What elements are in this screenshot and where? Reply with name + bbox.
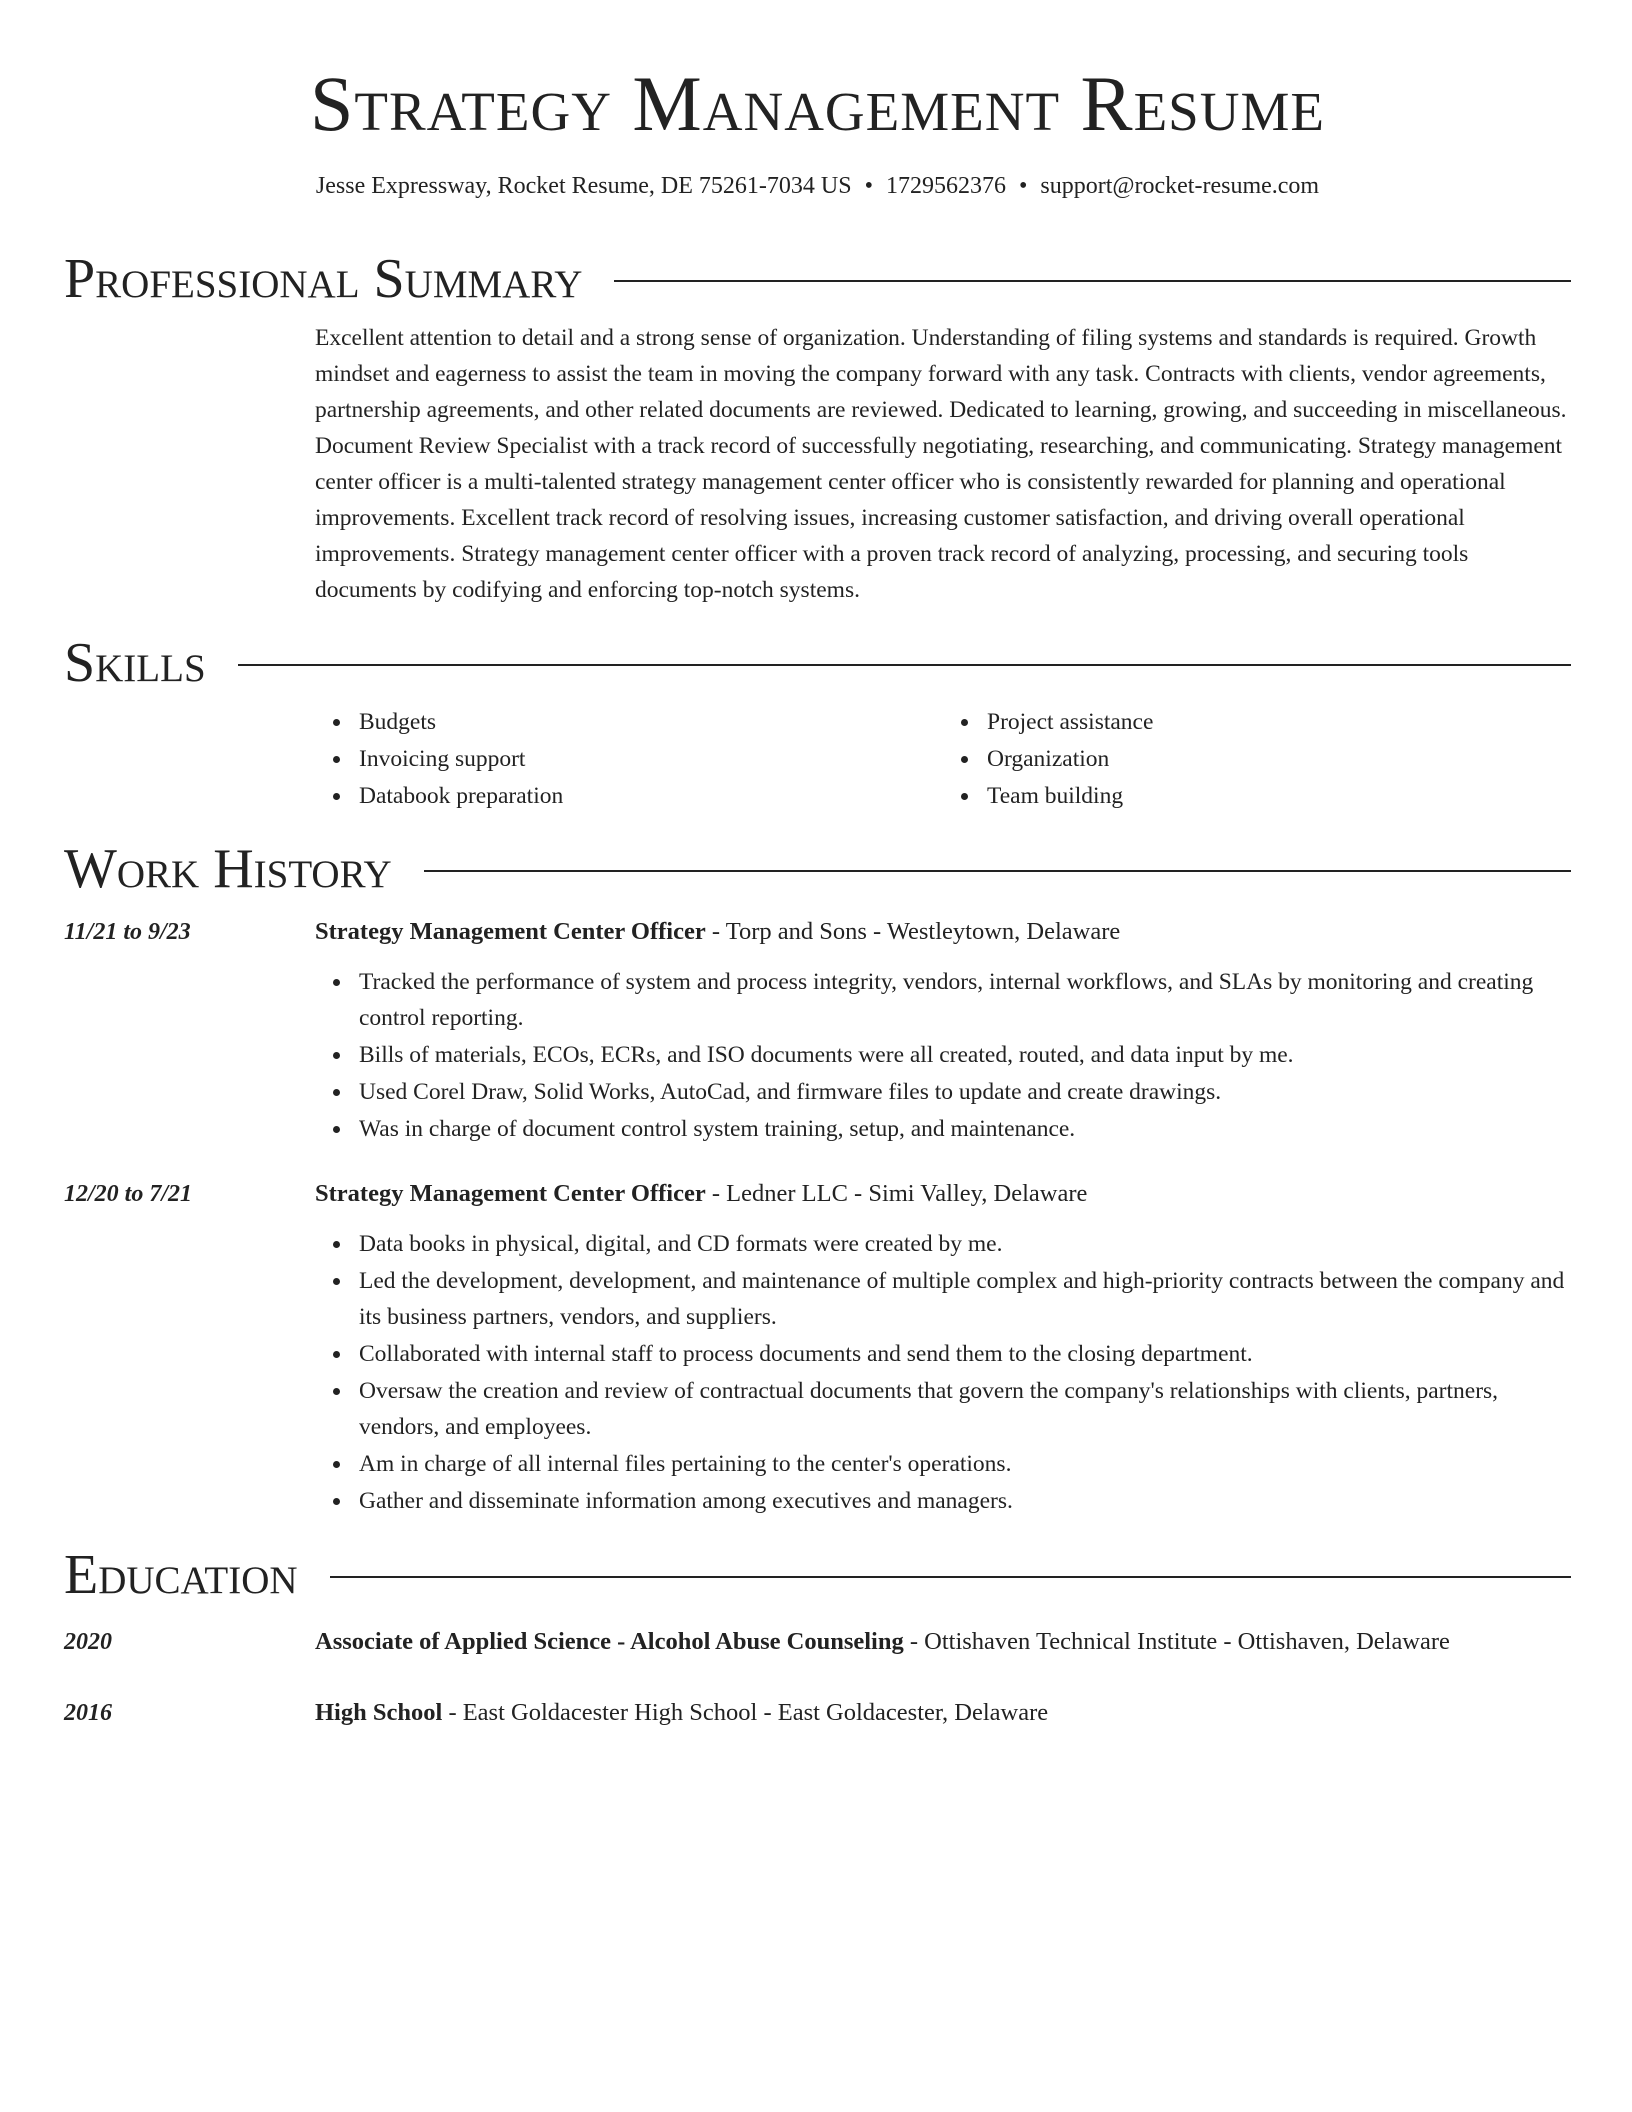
job-entry [64,1174,1571,1520]
skill-item: Organization [987,741,1571,777]
skill-item: Team building [987,778,1571,814]
skill-item: Databook preparation [359,778,943,814]
section-divider [330,1576,1571,1578]
education-main [315,1622,1571,1662]
job-details: - Torp and Sons - Westleytown, Delaware [705,918,1121,945]
job-dates: 12/20 to 7/21 [64,1181,193,1207]
skills-body [315,704,1571,815]
job-bullet: Tracked the performance of system and process integrity, vendors, internal workflows, and SLAs by monitoring and creating control reporting. [359,964,1571,1036]
job-bullet: Bills of materials, ECOs, ECRs, and ISO documents were all created, routed, and data input by me. [359,1037,1571,1073]
job-bullet: Led the development, development, and maintenance of multiple complex and high-priority contracts between the company and its business partners, vendors, and suppliers. [359,1263,1571,1335]
section-divider [614,280,1571,282]
skill-item: Budgets [359,704,943,740]
job-bullet: Gather and disseminate information among executives and managers. [359,1483,1571,1519]
education-year: 2020 [64,1629,112,1655]
contact-phone: 1729562376 [886,173,1006,199]
skills-section [64,630,1571,815]
job-title: Strategy Management Center Officer [315,1180,706,1207]
summary-text: Excellent attention to detail and a strong sense of organization. Understanding of filing systems and standards is required. Growth mindset and eagerness to assist the team in moving the company forward with any task. Contracts with clients, vendor agreements, partnership agreements, and other related documents are reviewed. Dedicated to learning, growing, and succeeding in miscellaneous. Document Review Specialist with a track record of successfully negotiating, researching, and communicating. Strategy management center officer is a multi-talented strategy management center officer who is consistently rewarded for planning and operational improvements. Excellent track record of resolving issues, increasing customer satisfaction, and driving overall operational improvements. Strategy management center officer with a proven track record of analyzing, processing, and securing tools documents by codifying and enforcing top-notch systems. [315,325,1567,603]
job-bullet: Used Corel Draw, Solid Works, AutoCad, and firmware files to update and create drawings. [359,1074,1571,1110]
summary-body [315,320,1571,608]
job-details: - Ledner LLC - Simi Valley, Delaware [705,1180,1088,1207]
skills-heading: Skills [64,632,206,694]
contact-email[interactable]: support@rocket-resume.com [1040,173,1320,199]
skill-item: Project assistance [987,704,1571,740]
education-entry [64,1693,1571,1733]
education-details: - Ottishaven Technical Institute - Ottishaven, Delaware [903,1628,1450,1655]
work-heading-row [64,836,1571,902]
education-degree: High School [315,1699,443,1726]
education-details: - East Goldacester High School - East Goldacester, Delaware [442,1699,1049,1726]
job-bullet: Oversaw the creation and review of contractual documents that govern the company's relationships with clients, partners, vendors, and employees. [359,1373,1571,1445]
skill-item: Invoicing support [359,741,943,777]
education-main [315,1693,1571,1733]
job-bullets [315,1226,1571,1519]
job-heading-line [315,912,1571,952]
education-line [315,1693,1571,1733]
job-bullet: Collaborated with internal staff to process documents and send them to the closing department. [359,1336,1571,1372]
job-bullets [315,964,1571,1147]
job-heading-line [315,1174,1571,1214]
skills-columns [315,704,1571,815]
work-heading: Work History [64,838,392,900]
job-bullet: Data books in physical, digital, and CD formats were created by me. [359,1226,1571,1262]
education-degree: Associate of Applied Science - Alcohol Abuse Counseling [315,1628,904,1655]
job-title: Strategy Management Center Officer [315,918,706,945]
education-entry [64,1622,1571,1662]
skills-list-right [943,704,1571,815]
contact-line [64,170,1571,202]
section-divider [424,870,1571,872]
education-heading: Education [64,1544,298,1606]
skills-list-left [315,704,943,815]
education-year: 2016 [64,1700,112,1726]
job-bullet: Was in charge of document control system training, setup, and maintenance. [359,1111,1571,1147]
contact-separator: • [864,173,873,199]
job-main [315,912,1571,1148]
summary-heading: Professional Summary [64,248,583,310]
summary-heading-row [64,246,1571,312]
education-section [64,1542,1571,1733]
job-main [315,1174,1571,1520]
education-line [315,1622,1571,1662]
contact-address: Jesse Expressway, Rocket Resume, DE 75261-7034 US [315,173,852,199]
contact-separator: • [1019,173,1028,199]
resume-header [64,0,1571,202]
education-heading-row [64,1542,1571,1608]
skills-heading-row [64,630,1571,696]
work-section [64,836,1571,1520]
job-entry [64,912,1571,1148]
section-divider [238,664,1571,666]
job-bullet: Am in charge of all internal files pertaining to the center's operations. [359,1446,1571,1482]
job-dates: 11/21 to 9/23 [64,919,191,945]
summary-section [64,246,1571,608]
resume-title: Strategy Management Resume [310,60,1325,147]
resume-page [64,0,1571,1733]
